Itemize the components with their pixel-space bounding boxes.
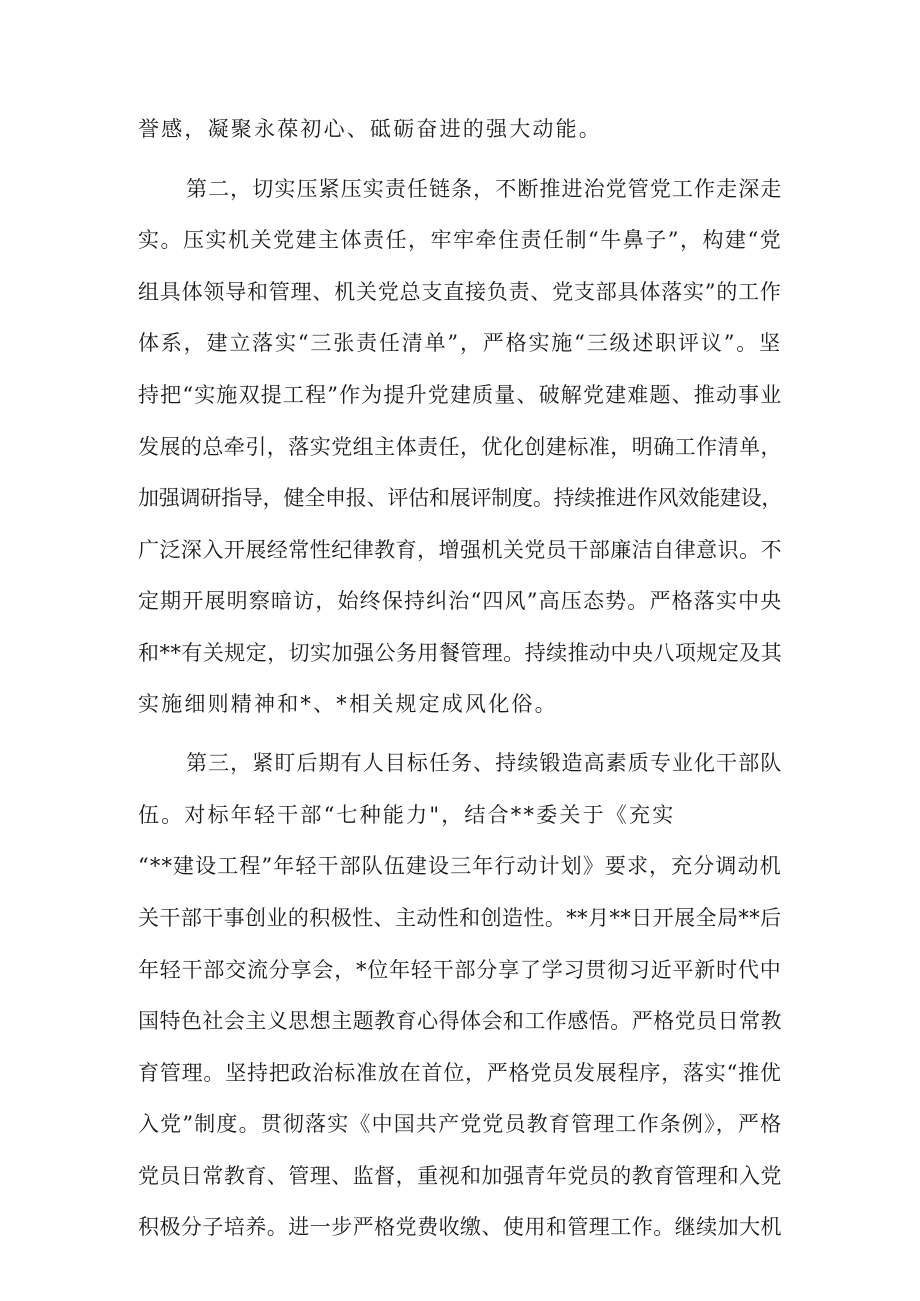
text-line: 实施细则精神和*、*相关规定成风化俗。 — [138, 692, 558, 716]
text-line: 体系，建立落实“三张责任清单”，严格实施“三级述职评议”。坚 — [138, 331, 782, 355]
text-line: 第二，切实压紧压实责任链条，不断推进治党管党工作走深走 — [186, 177, 783, 201]
text-line: 伍。对标年轻干部“七种能力"，结合**委关于《充实 — [138, 803, 676, 827]
text-line: 广泛深入开展经常性纪律教育，增强机关党员干部廉洁自律意识。不 — [138, 538, 782, 562]
text-line: 入党”制度。贯彻落实《中国共产党党员教育管理工作条例》，严格 — [138, 1112, 783, 1136]
text-line: 和**有关规定，切实加强公务用餐管理。持续推动中央八项规定及其 — [138, 641, 783, 665]
text-line: 关干部干事创业的积极性、主动性和创造性。**月**日开展全局**后 — [138, 906, 782, 930]
text-line: 实。压实机关党建主体责任，牢牢牵住责任制“牛鼻子”，构建“党 — [138, 228, 783, 252]
text-line: 第三，紧盯后期有人目标任务、持续锻造高素质专业化干部队 — [186, 751, 783, 775]
text-line: 持把“实施双提工程”作为提升党建质量、破解党建难题、推动事业 — [138, 383, 783, 407]
text-line: 誉感，凝聚永葆初心、砥砺奋进的强大动能。 — [138, 117, 602, 141]
text-line: 加强调研指导，健全申报、评估和展评制度。持续推进作风效能建设， — [138, 486, 783, 510]
text-line: “**建设工程”年轻干部队伍建设三年行动计划》要求，充分调动机 — [138, 854, 782, 878]
text-line: 育管理。坚持把政治标准放在首位，严格党员发展程序，落实“推优 — [138, 1061, 782, 1085]
text-line: 组具体领导和管理、机关党总支直接负责、党支部具体落实”的工作 — [138, 280, 782, 304]
text-line: 国特色社会主义思想主题教育心得体会和工作感悟。严格党员日常教 — [138, 1009, 782, 1033]
text-line: 年轻干部交流分享会，*位年轻干部分享了学习贯彻习近平新时代中 — [138, 958, 782, 982]
text-line: 定期开展明察暗访，始终保持纠治“四风”高压态势。严格落实中央 — [138, 589, 783, 613]
text-line: 积极分子培养。进一步严格党费收缴、使用和管理工作。继续加大机 — [138, 1215, 782, 1239]
text-line: 党员日常教育、管理、监督，重视和加强青年党员的教育管理和入党 — [138, 1164, 782, 1188]
text-line: 发展的总牵引，落实党组主体责任，优化创建标准，明确工作清单， — [138, 435, 782, 459]
